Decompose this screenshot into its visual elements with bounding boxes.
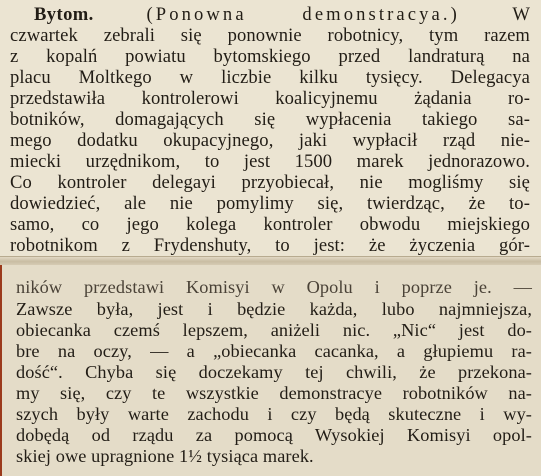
article-line: czwartek zebrali się ponownie robotnicy, tym razem: [10, 25, 530, 46]
article-line: z kopalń powiatu bytomskiego przed landraturą na: [10, 46, 530, 67]
article-line-1: [10, 4, 530, 25]
article-line: szych były warte zachodu i czy będą skuteczne i wy-: [16, 404, 532, 424]
article-line: ników przedstawi Komisyi w Opolu i poprze je. —: [16, 277, 532, 297]
article-heading: Bytom.: [34, 4, 94, 25]
article-line: mego dodatku okupacyjnego, jaki wypłacił rząd nie-: [10, 130, 530, 151]
article-line-last: skiej owe upragnione 1½ tysiąca marek.: [16, 446, 314, 466]
article-line: robotnikom z Frydenshuty, to jest: że życzenia gór-: [10, 235, 530, 256]
article-line: miecki urzędnikom, to jest 1500 marek jednorazowo.: [10, 151, 530, 172]
clipping-bottom: [0, 265, 541, 476]
article-line: dobędą od rządu za pomocą Wysokiej Komisyi opol-: [16, 425, 532, 445]
article-line: dość“. Chyba się doczekamy tej chwili, że przekona-: [16, 362, 532, 382]
article-line: obiecanka czemś lepszem, aniżeli nic. „Nic“ jest do-: [16, 320, 532, 340]
article-line: samo, co jego kolega kontroler obwodu miejskiego: [10, 214, 530, 235]
article-line-1-rest: W: [512, 4, 531, 25]
article-subheading: (Ponowna demonstracya.): [146, 4, 460, 25]
article-line: Zawsze była, jest i będzie każda, lubo najmniejsza,: [16, 299, 532, 319]
article-line: bre na oczy, — a „obiecanka cacanka, a głupiemu ra-: [16, 341, 532, 361]
article-line: Co kontroler delegayi przyobiecał, nie mogliśmy się: [10, 172, 530, 193]
article-line: dowiedzieć, ale nie pomylimy się, twierdząc, że to-: [10, 193, 530, 214]
article-line: przedstawiła kontrolerowi koalicyjnemu żądania ro-: [10, 88, 530, 109]
article-line: botników, domagających się wypłacenia takiego sa-: [10, 109, 530, 130]
article-line: my się, czy te wszystkie demonstracye robotników na-: [16, 383, 532, 403]
article-line: placu Moltkego w liczbie kilku tysięcy. Delegacya: [10, 67, 530, 88]
